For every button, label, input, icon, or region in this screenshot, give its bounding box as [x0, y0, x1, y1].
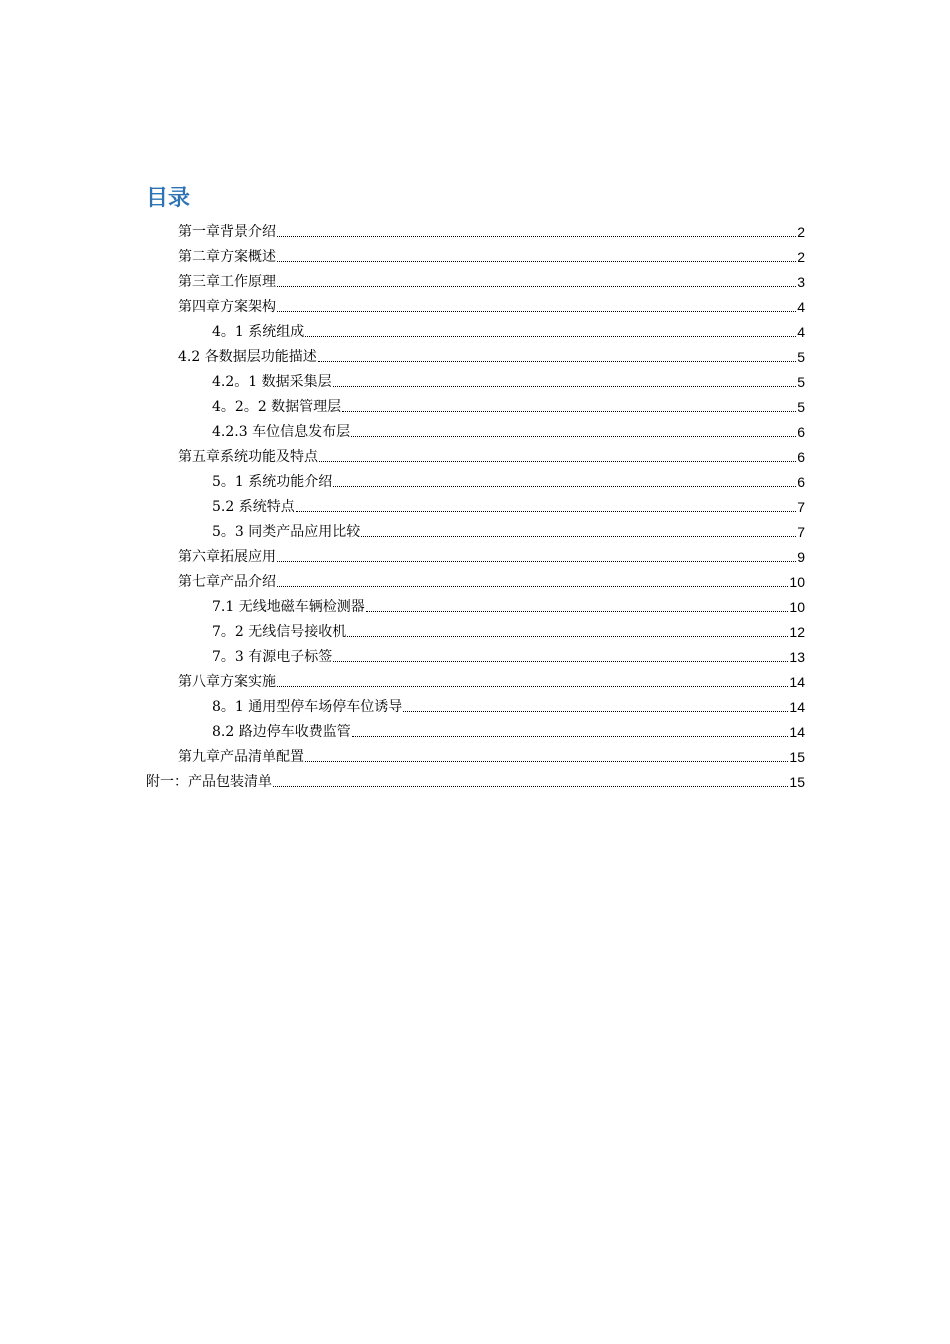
toc-entry-label: 第五章系统功能及特点 [178, 449, 318, 465]
toc-leader [318, 361, 796, 362]
toc-entry-label: 第四章方案架构 [178, 299, 276, 315]
toc-leader [296, 511, 796, 512]
toc-page-number: 2 [797, 224, 805, 240]
toc-leader [277, 686, 788, 687]
toc-entry-label: 5.2 系统特点 [212, 499, 295, 515]
toc-leader [342, 411, 796, 412]
toc-entry[interactable] [178, 241, 805, 266]
toc-entry[interactable] [212, 466, 805, 491]
toc-leader [277, 236, 796, 237]
toc-entry[interactable] [178, 216, 805, 241]
toc-entry-label: 4.2.3 车位信息发布层 [212, 424, 351, 440]
toc-entry[interactable] [178, 441, 805, 466]
toc-entry[interactable] [178, 341, 805, 366]
toc-entry[interactable] [212, 416, 805, 441]
toc-leader [319, 461, 796, 462]
toc-page-number: 2 [797, 249, 805, 265]
toc-page-number: 13 [789, 649, 805, 665]
toc-leader [333, 486, 796, 487]
toc-entry-label: 4。1 系统组成 [212, 324, 305, 340]
toc-page-number: 4 [797, 324, 805, 340]
toc-entry-label: 第六章拓展应用 [178, 549, 276, 565]
toc-entry-label: 附一：产品包装清单 [146, 774, 272, 790]
toc-entry[interactable] [212, 691, 805, 716]
toc-title: 目录 [146, 186, 191, 211]
toc-entry-label: 第二章方案概述 [178, 249, 276, 265]
toc-page-number: 12 [789, 624, 805, 640]
toc-entry-label: 第七章产品介绍 [178, 574, 276, 590]
toc-leader [352, 736, 789, 737]
toc-entry-label: 5。1 系统功能介绍 [212, 474, 333, 490]
toc-leader [361, 536, 796, 537]
toc-leader [403, 711, 788, 712]
toc-leader [277, 586, 788, 587]
toc-entry-label: 7。3 有源电子标签 [212, 649, 333, 665]
toc-entry-label: 4.2 各数据层功能描述 [178, 349, 317, 365]
toc-entry[interactable] [212, 366, 805, 391]
toc-leader [277, 311, 796, 312]
toc-entry-label: 8.2 路边停车收费监管 [212, 724, 351, 740]
toc-page-number: 10 [789, 599, 805, 615]
toc-entry[interactable] [178, 666, 805, 691]
toc-page-number: 6 [797, 474, 805, 490]
toc-leader [366, 611, 789, 612]
toc-entry[interactable] [212, 716, 805, 741]
toc-leader [333, 661, 788, 662]
toc-page-number: 7 [797, 499, 805, 515]
toc-entry[interactable] [212, 491, 805, 516]
toc-page-number: 5 [797, 399, 805, 415]
toc-entry-label: 4.2。1 数据采集层 [212, 374, 332, 390]
toc-leader [273, 786, 788, 787]
toc-page-number: 15 [789, 749, 805, 765]
toc-entry-label: 7.1 无线地磁车辆检测器 [212, 599, 365, 615]
toc-page-number: 4 [797, 299, 805, 315]
toc-page-number: 10 [789, 574, 805, 590]
toc-page-number: 5 [797, 374, 805, 390]
toc-entry-label: 4。2。2 数据管理层 [212, 399, 342, 415]
toc-leader [277, 286, 796, 287]
toc-page-number: 9 [797, 549, 805, 565]
toc-entry[interactable] [178, 741, 805, 766]
toc-leader [333, 386, 797, 387]
toc-leader [351, 436, 796, 437]
toc-page-number: 15 [789, 774, 805, 790]
toc-page-number: 14 [789, 674, 805, 690]
toc-entry-label: 8。1 通用型停车场停车位诱导 [212, 699, 403, 715]
toc-leader [277, 561, 796, 562]
toc-entry-label: 第一章背景介绍 [178, 224, 276, 240]
toc-entry[interactable] [178, 541, 805, 566]
toc-page-number: 6 [797, 424, 805, 440]
toc-leader [305, 336, 796, 337]
toc-entry-label: 第八章方案实施 [178, 674, 276, 690]
toc-entry-label: 第三章工作原理 [178, 274, 276, 290]
toc-entry[interactable] [212, 641, 805, 666]
toc-leader [277, 261, 796, 262]
toc-leader [347, 636, 788, 637]
toc-entry-label: 第九章产品清单配置 [178, 749, 304, 765]
toc-entry[interactable] [212, 516, 805, 541]
toc-entry[interactable] [178, 266, 805, 291]
toc-page-number: 6 [797, 449, 805, 465]
toc-page-number: 14 [789, 699, 805, 715]
toc-entry[interactable] [212, 591, 805, 616]
toc-entry-label: 5。3 同类产品应用比较 [212, 524, 361, 540]
toc-leader [305, 761, 788, 762]
toc-page-number: 5 [797, 349, 805, 365]
toc-page-number: 14 [789, 724, 805, 740]
toc-page-number: 3 [797, 274, 805, 290]
toc-entry[interactable] [178, 291, 805, 316]
toc-entry[interactable] [212, 616, 805, 641]
toc-entry[interactable] [212, 391, 805, 416]
toc-entry-label: 7。2 无线信号接收机 [212, 624, 347, 640]
toc-entry[interactable] [178, 566, 805, 591]
toc-page-number: 7 [797, 524, 805, 540]
toc-entry[interactable] [146, 766, 805, 791]
toc-entry[interactable] [212, 316, 805, 341]
